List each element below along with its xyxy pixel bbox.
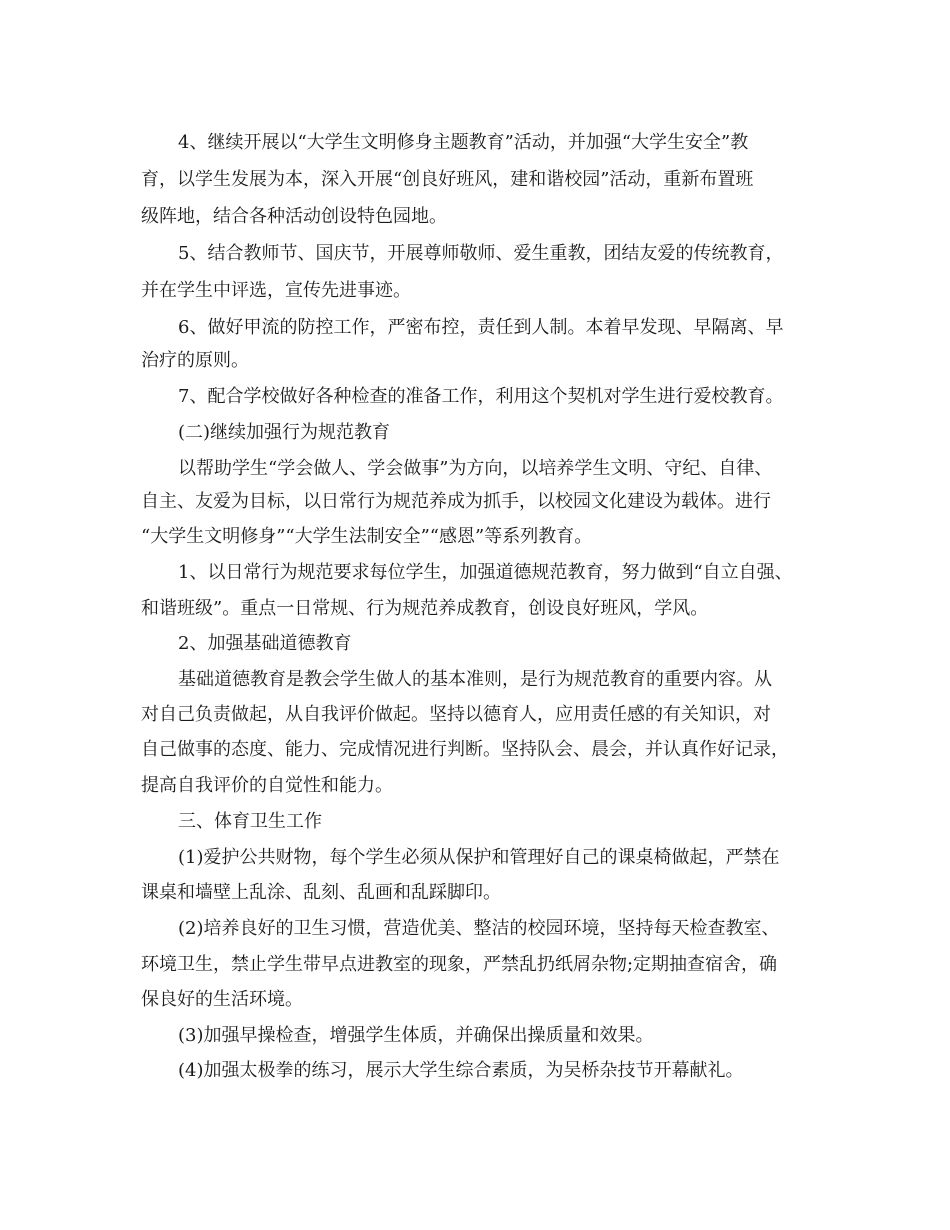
text-line: 对自己负责做起，从自我评价做起。坚持以德育人，应用责任感的有关知识，对 [141, 704, 771, 725]
text-line: “大学生文明修身”“大学生法制安全”“感恩”等系列教育。 [141, 526, 593, 547]
text-line: 以帮助学生“学会做人、学会做事”为方向，以培养学生文明、守纪、自律、 [178, 458, 773, 479]
text-line: (2)培养良好的卫生习惯，营造优美、整洁的校园环境，坚持每天检查教室、 [178, 918, 780, 939]
text-line: 自己做事的态度、能力、完成情况进行判断。坚持队会、晨会，并认真作好记录， [141, 739, 789, 760]
text-line: 育，以学生发展为本，深入开展“创良好班风，建和谐校园”活动，重新布置班 [141, 169, 754, 190]
text-line: 4、继续开展以“大学生文明修身主题教育”活动，并加强“大学生安全”教 [178, 132, 749, 153]
text-line: 和谐班级”。重点一日常规、行为规范养成教育，创设良好班风，学风。 [141, 598, 709, 619]
text-line: 提高自我评价的自觉性和能力。 [141, 775, 393, 796]
text-line: 治疗的原则。 [141, 350, 249, 371]
text-line: 并在学生中评选，宣传先进事迹。 [141, 280, 411, 301]
text-line: (3)加强早操检查，增强学生体质，并确保出操质量和效果。 [178, 1025, 654, 1046]
text-line: 自主、友爱为目标，以日常行为规范养成为抓手，以校园文化建设为载体。进行 [141, 491, 771, 512]
text-line: (1)爱护公共财物，每个学生必须从保护和管理好自己的课桌椅做起，严禁在 [178, 847, 780, 868]
text-line: (4)加强太极拳的练习，展示大学生综合素质，为吴桥杂技节开幕献礼。 [178, 1060, 744, 1081]
text-line: 5、结合教师节、国庆节，开展尊师敬师、爱生重教，团结友爱的传统教育， [178, 243, 784, 264]
section-heading: 三、体育卫生工作 [178, 811, 322, 832]
text-line: 基础道德教育是教会学生做人的基本准则，是行为规范教育的重要内容。从 [178, 669, 772, 690]
text-line: 课桌和墙壁上乱涂、乱刻、乱画和乱踩脚印。 [141, 882, 501, 903]
section-heading: 2、加强基础道德教育 [178, 633, 352, 654]
text-line: 1、以日常行为规范要求每位学生，加强道德规范教育，努力做到“自立自强、 [178, 562, 793, 583]
text-line: 保良好的生活环境。 [141, 989, 303, 1010]
text-line: 级阵地，结合各种活动创设特色园地。 [141, 206, 447, 227]
section-heading: (二)继续加强行为规范教育 [178, 422, 391, 443]
text-line: 6、做好甲流的防控工作，严密布控，责任到人制。本着早发现、早隔离、早 [178, 317, 784, 338]
text-line: 7、配合学校做好各种检查的准备工作，利用这个契机对学生进行爱校教育。 [178, 386, 784, 407]
text-line: 环境卫生，禁止学生带早点进教室的现象，严禁乱扔纸屑杂物;定期抽查宿舍，确 [141, 954, 778, 975]
